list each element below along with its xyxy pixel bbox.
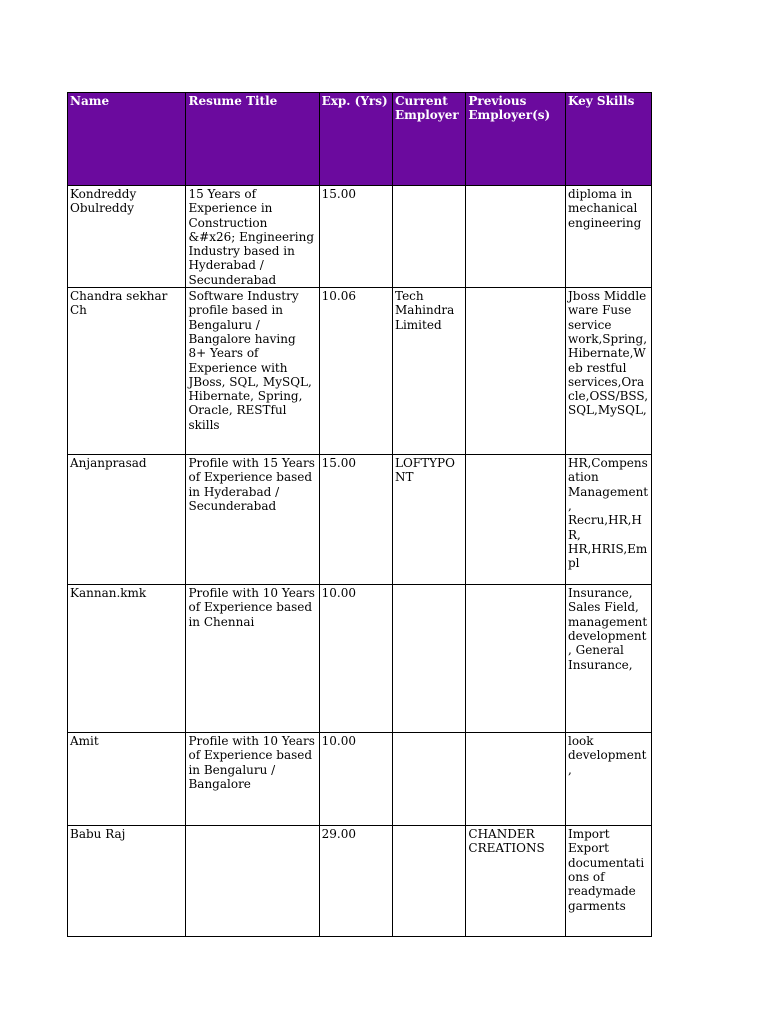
cell-key-skills: look development,	[565, 733, 651, 826]
cell-key-skills: diploma in mechanical engineering	[565, 186, 651, 288]
table-row	[68, 455, 652, 585]
cell-current-employer: LOFTYPONT	[393, 455, 466, 585]
cell-name: Chandra sekhar Ch	[68, 288, 186, 455]
cell-current-employer	[393, 585, 466, 733]
cell-current-employer	[393, 826, 466, 937]
resume-table	[67, 92, 652, 937]
cell-previous-employers	[466, 288, 566, 455]
cell-experience: 10.00	[319, 585, 392, 733]
cell-name: Kondreddy Obulreddy	[68, 186, 186, 288]
cell-key-skills: HR,Compensation Management, Recru,HR,HR, HR,HRIS,Empl	[565, 455, 651, 585]
cell-previous-employers: CHANDER CREATIONS	[466, 826, 566, 937]
cell-key-skills: Import Export documentations of readymade garments	[565, 826, 651, 937]
cell-previous-employers	[466, 733, 566, 826]
table-row	[68, 733, 652, 826]
cell-resume-title: Profile with 10 Years of Experience based in Chennai	[186, 585, 319, 733]
cell-experience: 10.06	[319, 288, 392, 455]
header-resume-title: Resume Title	[186, 93, 319, 186]
cell-experience: 10.00	[319, 733, 392, 826]
cell-resume-title: Profile with 15 Years of Experience based in Hyderabad / Secunderabad	[186, 455, 319, 585]
table-row	[68, 826, 652, 937]
cell-key-skills: Jboss Middle ware Fuse service work,Spring, Hibernate,Web restful services,Oracle,OSS/BSS,SQL,MySQL,	[565, 288, 651, 455]
cell-resume-title: 15 Years of Experience in Construction &#x26; Engineering Industry based in Hyderabad / Secunderabad	[186, 186, 319, 288]
cell-resume-title	[186, 826, 319, 937]
cell-current-employer	[393, 733, 466, 826]
table-row	[68, 585, 652, 733]
header-key-skills: Key Skills	[565, 93, 651, 186]
cell-experience: 15.00	[319, 455, 392, 585]
cell-previous-employers	[466, 455, 566, 585]
cell-name: Kannan.kmk	[68, 585, 186, 733]
cell-previous-employers	[466, 186, 566, 288]
table-row	[68, 288, 652, 455]
cell-name: Babu Raj	[68, 826, 186, 937]
header-previous-employers: Previous Employer(s)	[466, 93, 566, 186]
header-experience: Exp. (Yrs)	[319, 93, 392, 186]
header-row	[68, 93, 652, 186]
cell-current-employer	[393, 186, 466, 288]
cell-experience: 29.00	[319, 826, 392, 937]
cell-name: Anjanprasad	[68, 455, 186, 585]
cell-current-employer: Tech Mahindra Limited	[393, 288, 466, 455]
cell-experience: 15.00	[319, 186, 392, 288]
cell-name: Amit	[68, 733, 186, 826]
cell-resume-title: Software Industry profile based in Bengaluru / Bangalore having 8+ Years of Experience with JBoss, SQL, MySQL, Hibernate, Spring, Oracle, RESTful skills	[186, 288, 319, 455]
cell-previous-employers	[466, 585, 566, 733]
header-current-employer: Current Employer	[393, 93, 466, 186]
table-row	[68, 186, 652, 288]
header-name: Name	[68, 93, 186, 186]
cell-resume-title: Profile with 10 Years of Experience based in Bengaluru / Bangalore	[186, 733, 319, 826]
cell-key-skills: Insurance, Sales Field, management development, General Insurance,	[565, 585, 651, 733]
